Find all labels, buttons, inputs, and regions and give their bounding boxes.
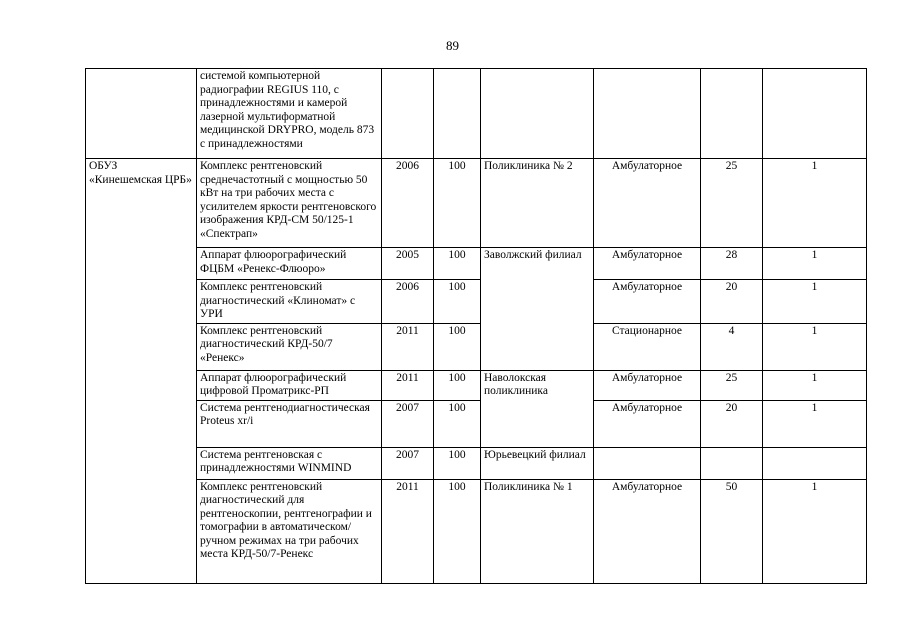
shifts-cell: [763, 447, 867, 479]
equipment-cell: Комплекс рентгеновский диагностический КРД-50/7 «Ренекс»: [197, 323, 382, 370]
equipment-cell: Система рентгенодиагностическая Proteus xr/i: [197, 400, 382, 447]
table-row: [86, 400, 867, 447]
org-cell-empty: [86, 69, 197, 159]
table-row: [86, 280, 867, 324]
table-row: [86, 248, 867, 280]
table-row: [86, 159, 867, 248]
page-number: 89: [446, 38, 459, 53]
shifts-cell: 1: [763, 479, 867, 583]
type-cell: [594, 69, 701, 159]
location-cell: [481, 69, 594, 159]
wear-cell: 100: [434, 323, 481, 370]
year-cell: 2005: [382, 248, 434, 280]
load-cell: 25: [701, 159, 763, 248]
location-cell: Наволокская поликлиника: [481, 370, 594, 447]
equipment-cell: Комплекс рентгеновский среднечастотный с мощностью 50 кВт на три рабочих места с усилителем яркости рентгеновского изображения КРД-СМ 50/125-1 «Спектрап»: [197, 159, 382, 248]
year-cell: 2007: [382, 400, 434, 447]
load-cell: 50: [701, 479, 763, 583]
equipment-cell: Аппарат флюорографический ФЦБМ «Ренекс-Флюоро»: [197, 248, 382, 280]
location-cell: Поликлиника № 2: [481, 159, 594, 248]
type-cell: Стационарное: [594, 323, 701, 370]
load-cell: 4: [701, 323, 763, 370]
shifts-cell: 1: [763, 280, 867, 324]
equipment-cell: Аппарат флюорографический цифровой Проматрикс-РП: [197, 370, 382, 400]
shifts-cell: [763, 69, 867, 159]
equipment-cell: Комплекс рентгеновский диагностический «Клиномат» с УРИ: [197, 280, 382, 324]
type-cell: [594, 447, 701, 479]
location-cell: Заволжский филиал: [481, 248, 594, 371]
type-cell: Амбулаторное: [594, 248, 701, 280]
wear-cell: 100: [434, 280, 481, 324]
year-cell: 2011: [382, 323, 434, 370]
wear-cell: 100: [434, 370, 481, 400]
type-cell: Амбулаторное: [594, 280, 701, 324]
location-cell: Поликлиника № 1: [481, 479, 594, 583]
load-cell: [701, 69, 763, 159]
year-cell: 2006: [382, 280, 434, 324]
equipment-table: [85, 68, 867, 584]
organization-cell: ОБУЗ «Кинешемская ЦРБ»: [86, 159, 197, 584]
type-cell: Амбулаторное: [594, 400, 701, 447]
table-row: [86, 370, 867, 400]
table-row: [86, 479, 867, 583]
shifts-cell: 1: [763, 159, 867, 248]
equipment-cell: системой компьютерной радиографии REGIUS 110, с принадлежностями и камерой лазерной мультиформатной медицинской DRYPRO, модель 873 с принадлежностями: [197, 69, 382, 159]
year-cell: 2011: [382, 370, 434, 400]
type-cell: Амбулаторное: [594, 370, 701, 400]
wear-cell: 100: [434, 400, 481, 447]
year-cell: [382, 69, 434, 159]
equipment-cell: Комплекс рентгеновский диагностический для рентгеноскопии, рентгенографии и томографии в автоматическом/ручном режимах на три рабочих места КРД-50/7-Ренекс: [197, 479, 382, 583]
wear-cell: [434, 69, 481, 159]
equipment-cell: Система рентгеновская с принадлежностями WINMIND: [197, 447, 382, 479]
load-cell: 20: [701, 280, 763, 324]
year-cell: 2006: [382, 159, 434, 248]
type-cell: Амбулаторное: [594, 479, 701, 583]
shifts-cell: 1: [763, 248, 867, 280]
year-cell: 2007: [382, 447, 434, 479]
wear-cell: 100: [434, 447, 481, 479]
load-cell: 20: [701, 400, 763, 447]
table-row: [86, 323, 867, 370]
load-cell: [701, 447, 763, 479]
shifts-cell: 1: [763, 400, 867, 447]
load-cell: 25: [701, 370, 763, 400]
wear-cell: 100: [434, 159, 481, 248]
load-cell: 28: [701, 248, 763, 280]
year-cell: 2011: [382, 479, 434, 583]
type-cell: Амбулаторное: [594, 159, 701, 248]
wear-cell: 100: [434, 248, 481, 280]
wear-cell: 100: [434, 479, 481, 583]
table-row: [86, 69, 867, 159]
table-row: [86, 447, 867, 479]
shifts-cell: 1: [763, 323, 867, 370]
shifts-cell: 1: [763, 370, 867, 400]
location-cell: Юрьевецкий филиал: [481, 447, 594, 479]
